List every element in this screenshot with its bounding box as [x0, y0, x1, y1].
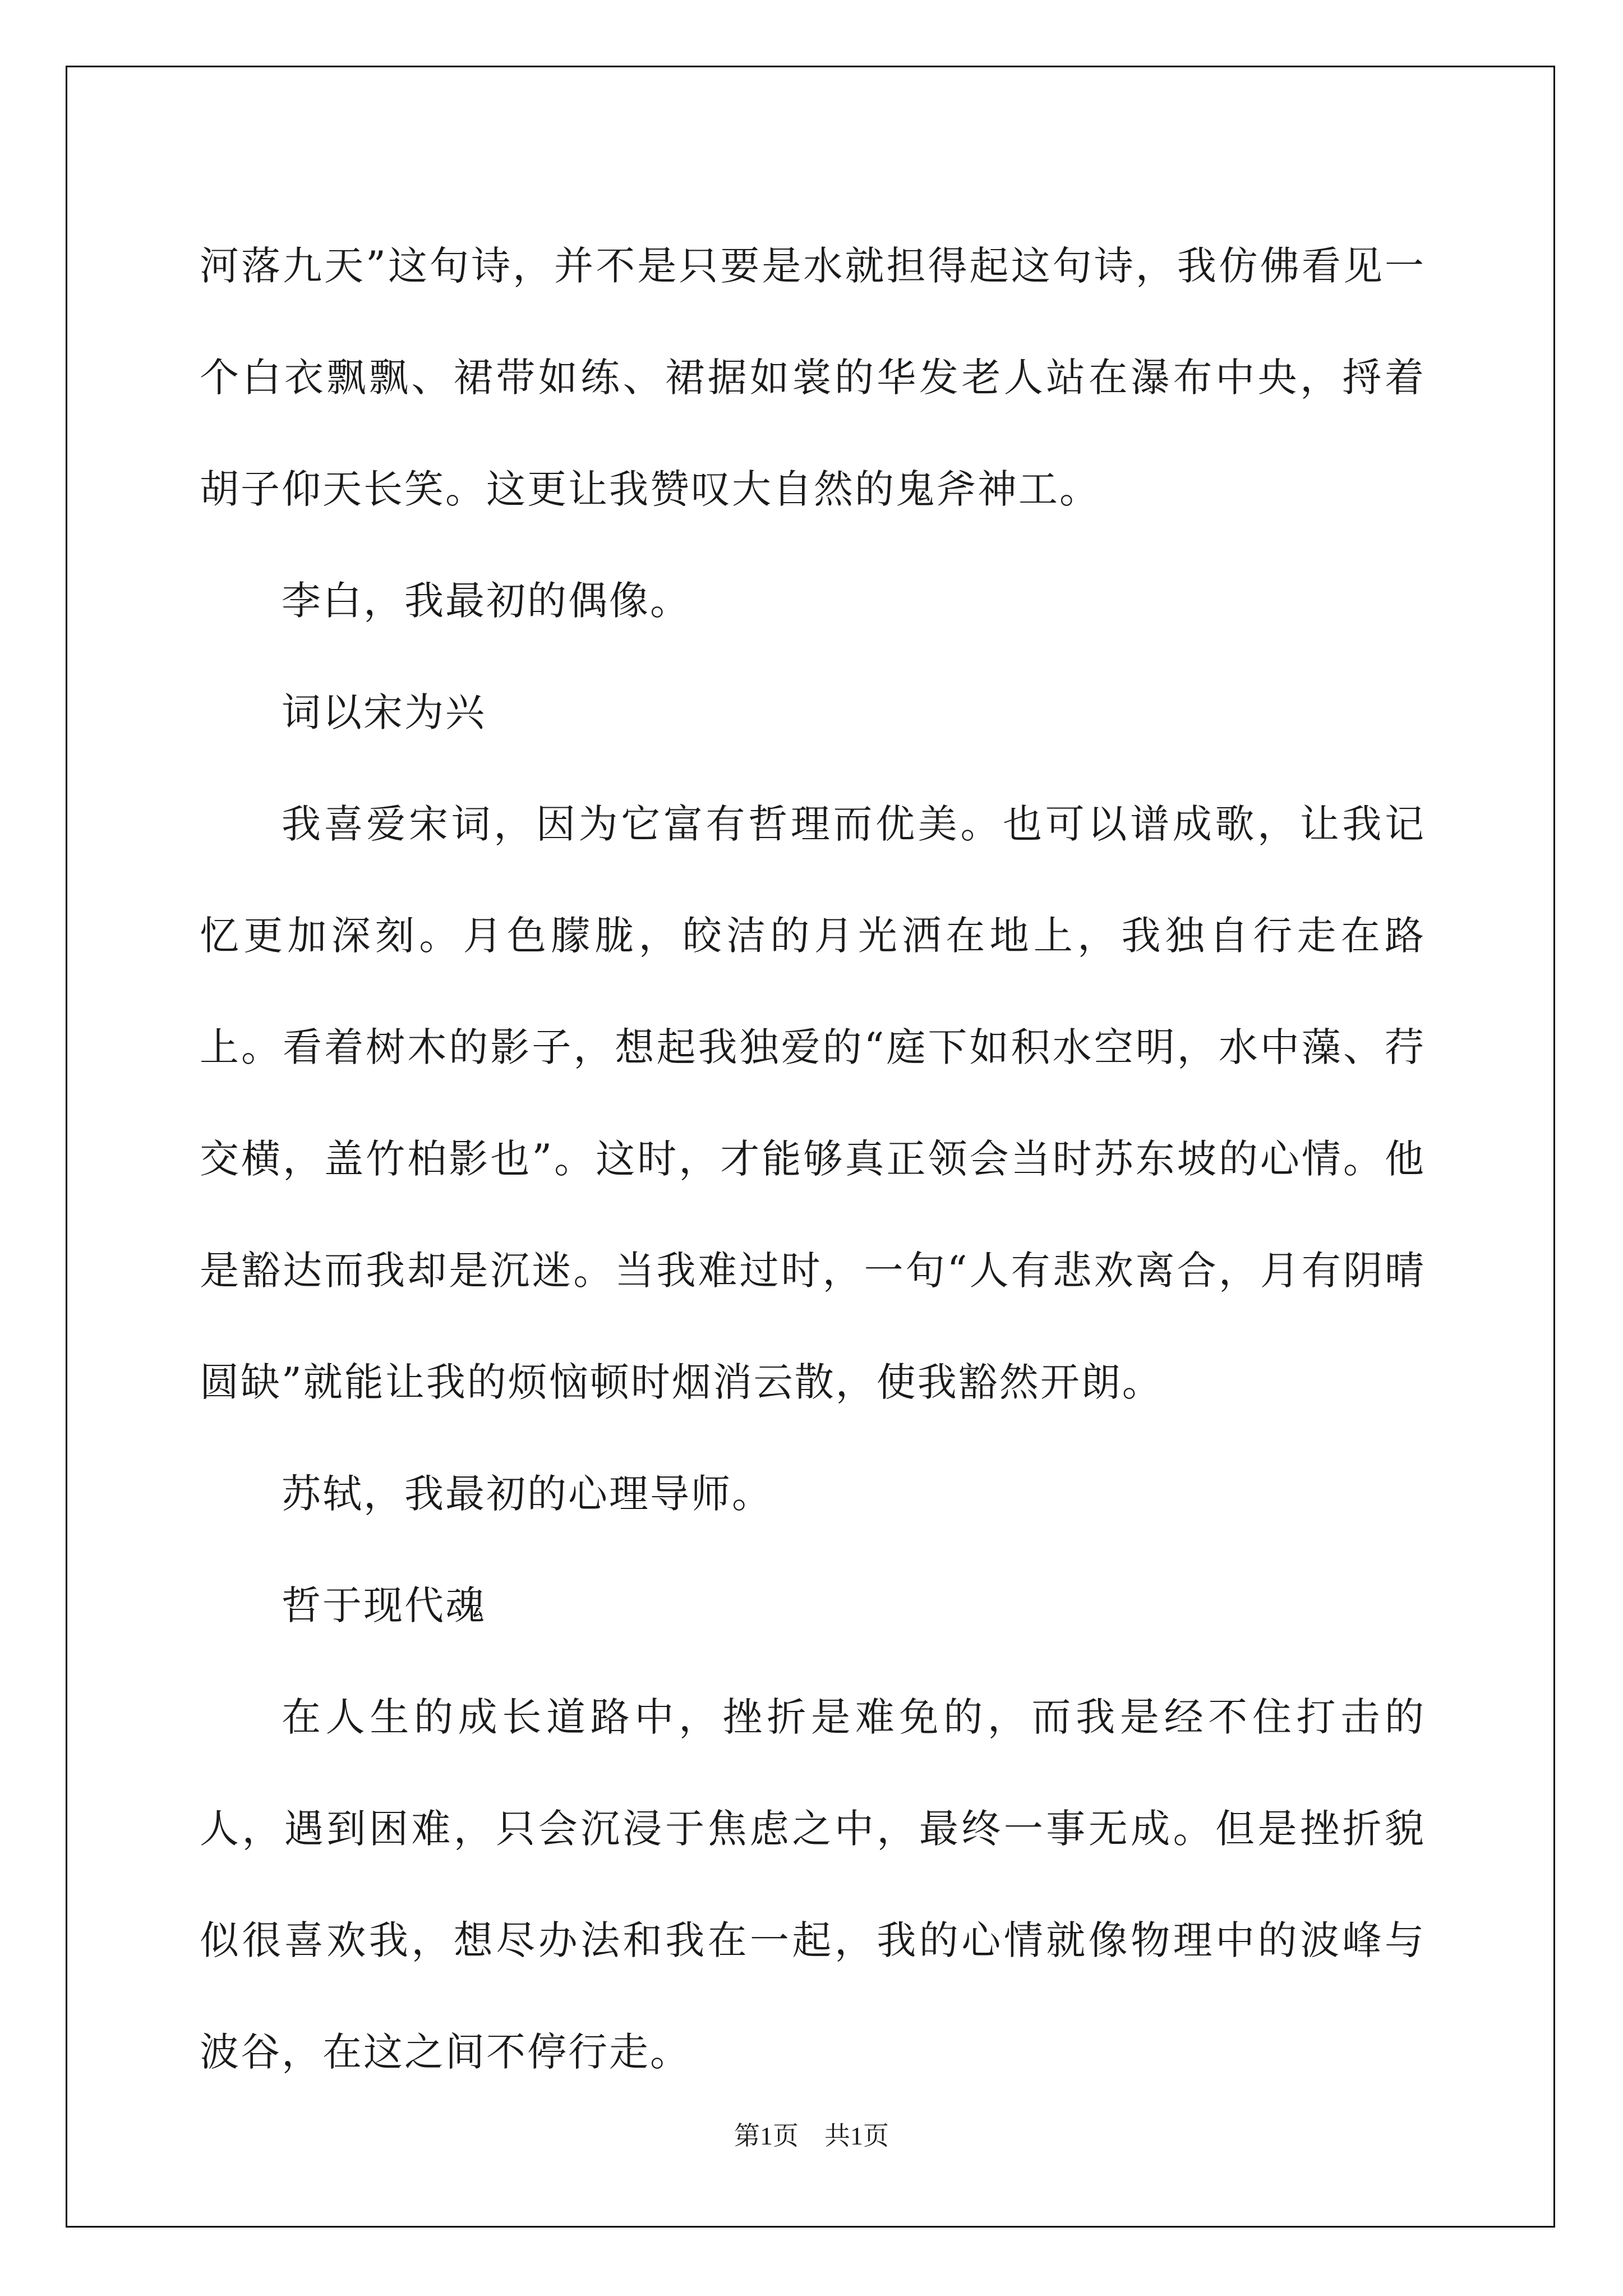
paragraph-su-shi-conclusion: 苏轼，我最初的心理导师。: [282, 1471, 773, 1517]
paragraph-song-ci: 我喜爱宋词，因为它富有哲理而优美。也可以谱成歌，让我记忆更加深刻。月色朦胧，皎洁的月光洒在地上，我独自行走在路上。看着树木的影子，想起我独爱的“庭下如积水空明，水中藻、荇交横，盖竹柏影也”。这时，才能够真正领会当时苏东坡的心情。他是豁达而我却是沉迷。当我难过时，一句“人有悲欢离合，月有阴晴圆缺”就能让我的烦恼顿时烟消云散，使我豁然开朗。: [200, 801, 1426, 1405]
section-heading-modern: 哲于现代魂: [282, 1582, 486, 1628]
paragraph-setbacks: 在人生的成长道路中，挫折是难免的，而我是经不住打击的人，遇到困难，只会沉浸于焦虑之中，最终一事无成。但是挫折貌似很喜欢我，想尽办法和我在一起，我的心情就像物理中的波峰与波谷，在这之间不停行走。: [200, 1694, 1426, 2075]
paragraph-continued-text: 河落九天”这句诗，并不是只要是水就担得起这句诗，我仿佛看见一个白衣飘飘、裙带如练、裙据如裳的华发老人站在瀑布中央，捋着胡子仰天长笑。这更让我赞叹大自然的鬼斧神工。: [200, 243, 1426, 512]
section-heading-song-ci: 词以宋为兴: [282, 689, 486, 735]
document-body: [200, 210, 1426, 2108]
paragraph-li-bai-conclusion: 李白，我最初的偶像。: [282, 578, 691, 624]
page-number-footer: 第1页 共1页: [734, 2122, 889, 2150]
